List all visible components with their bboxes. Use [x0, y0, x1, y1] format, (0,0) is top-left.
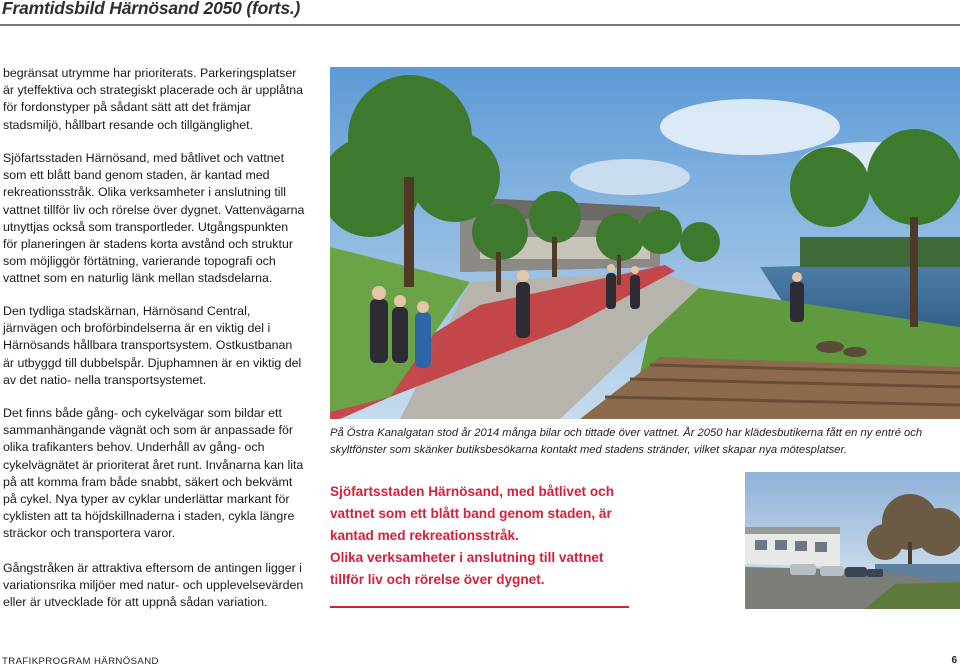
body-paragraph-3: Den tydliga stadskärnan, Härnösand Central, järnvägen och broförbindelserna är en viktig del i Härnösands hållbara transportsystem. Ostkustbanan är utbyggd till dubbelspår. Djuphamnen är en viktig del av det natio- nella transportsystemet.	[3, 304, 302, 387]
title-rule	[0, 24, 960, 26]
parking-lot-photo	[745, 472, 960, 609]
pull-quote: Sjöfartsstaden Härnösand, med båtlivet och vattnet som ett blått band genom staden, är kantad med rekreationsstråk. Olika verksamheter i anslutning till vattnet tillför liv och rörelse över dygnet.	[330, 484, 615, 587]
body-paragraph-1: begränsat utrymme har prioriterats. Parkeringsplatser är yteffektiva och strategiskt placerade och är upplåtna för fordonstyper på sådant sätt att det främjar stadsmiljö, hållbart resande och tillgänglighet.	[3, 66, 304, 132]
body-paragraph-4: Det finns både gång- och cykelvägar som bildar ett sammanhängande vägnät och som är anpassade för olika trafikanters behov. Underhåll av gång- och cykelvägnätet är prioriterat året runt. Invånarna kan lita på att komma fram både snabbt, säkert och bekvämt på cykel. Nya typer av cyklar underlättar markant för cyklisten att ta höjdskillnaderna i staden, cykla längre sträckor och transportera varor.	[3, 406, 304, 541]
body-paragraph-2: Sjöfartsstaden Härnösand, med båtlivet och vattnet som ett blått band genom staden, är kantad med rekreationsstråk. Olika verksamheter i anslutning till vattnet tillför liv och rörelse över dygnet. Vattenvägarna utnyttjas också som transportleder. Utgångspunkten för planeringen är stadens korta avstånd och struktur som möjliggör förtätning, varierande topografi och vattnet som en naturlig länk mellan stadsdelarna.	[3, 151, 305, 286]
page-title: Framtidsbild Härnösand 2050 (forts.)	[2, 0, 301, 18]
waterfront-illustration	[330, 67, 960, 419]
page-number: 6	[951, 655, 957, 666]
footer-document-name: TRAFIKPROGRAM HÄRNÖSAND	[2, 656, 159, 667]
body-paragraph-5: Gångstråken är attraktiva eftersom de antingen ligger i variationsrika miljöer med natur- och upplevelsevärden eller är utvecklade för att uppnå sådan variation.	[3, 561, 304, 610]
quote-rule	[330, 606, 629, 608]
image-caption: På Östra Kanalgatan stod år 2014 många bilar och tittade över vattnet. År 2050 har klädesbutikerna fått en ny entré och skyltfönster som skänker butiksbesökarna kontakt med stadens stränder, vilket skapar nya mötesplatser.	[330, 427, 923, 456]
